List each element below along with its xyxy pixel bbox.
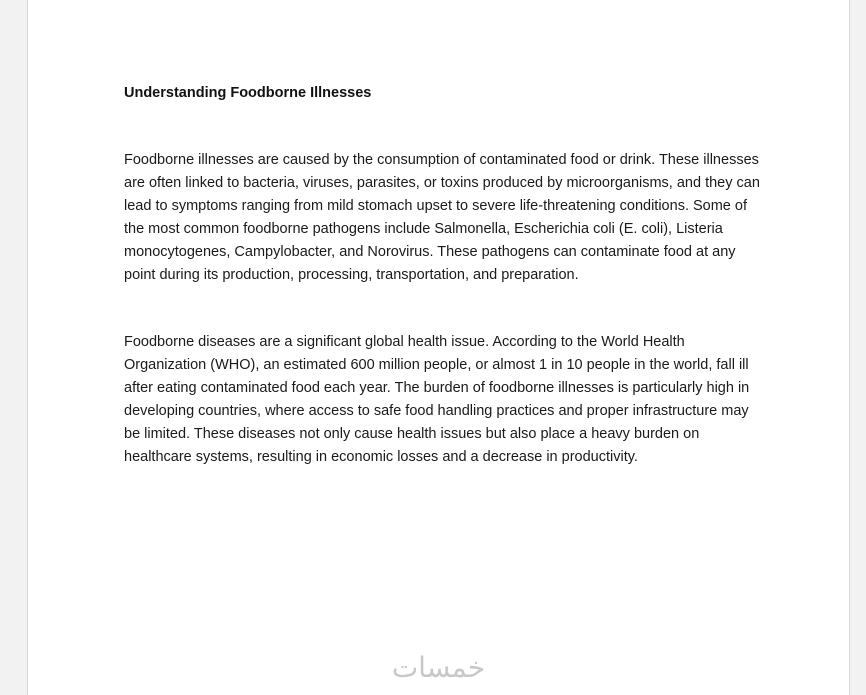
document-body xyxy=(124,82,760,469)
paragraph-intro: Foodborne illnesses are caused by the consumption of contaminated food or drink. These illnesses are often linked to bacteria, viruses, parasites, or toxins produced by microorganisms, and they can lead to symptoms ranging from mild stomach upset to severe life-threatening conditions. Some of the most common foodborne pathogens include Salmonella, Escherichia coli (E. coli), Listeria monocytogenes, Campylobacter, and Norovirus. These pathogens can contaminate food at any point during its production, processing, transportation, and preparation. xyxy=(124,152,760,283)
document-title: Understanding Foodborne Illnesses xyxy=(124,85,372,101)
paragraph-global-impact: Foodborne diseases are a significant global health issue. According to the World Health Organization (WHO), an estimated 600 million people, or almost 1 in 10 people in the world, fall ill after eating contaminated food each year. The burden of foodborne illnesses is particularly high in developing countries, where access to safe food handling practices and proper infrastructure may be limited. These diseases not only cause health issues but also place a heavy burden on healthcare systems, resulting in economic losses and a decrease in productivity. xyxy=(124,334,750,465)
document-page xyxy=(27,0,850,695)
watermark-logo: خمسات xyxy=(391,651,486,684)
